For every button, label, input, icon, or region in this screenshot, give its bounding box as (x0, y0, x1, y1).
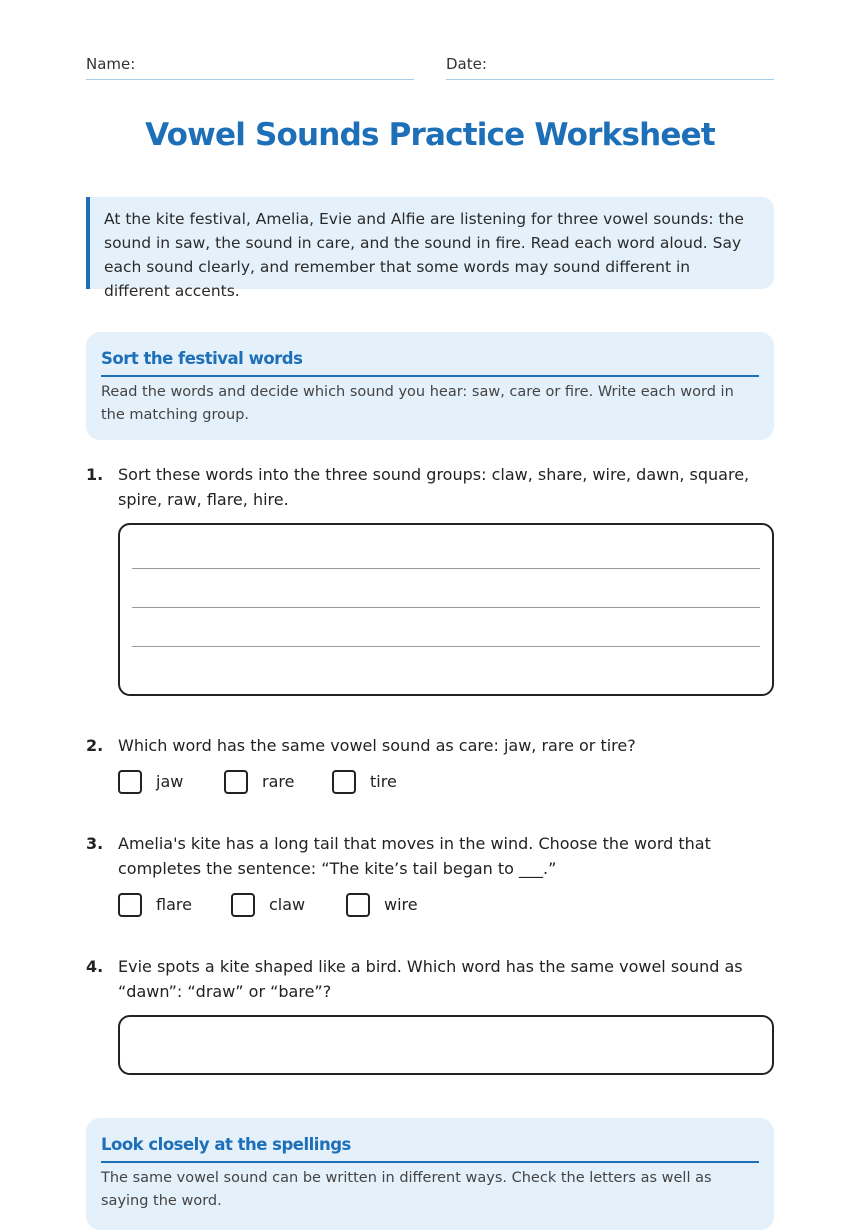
writing-line (132, 607, 760, 608)
section-spellings (86, 1118, 774, 1230)
writing-line (132, 646, 760, 647)
question-text: Amelia's kite has a long tail that moves in the wind. Choose the word that completes the sentence: “The kite’s tail began to ___.” (118, 834, 711, 878)
question-number: 4. (86, 957, 104, 976)
checkbox[interactable] (118, 770, 142, 794)
checkbox[interactable] (118, 893, 142, 917)
checkbox[interactable] (332, 770, 356, 794)
section-sort-words (86, 332, 774, 440)
options-q2 (118, 770, 518, 800)
option-label: wire (384, 895, 418, 914)
checkbox[interactable] (224, 770, 248, 794)
question-number: 2. (86, 736, 104, 755)
intro-box: At the kite festival, Amelia, Evie and Alfie are listening for three vowel sounds: the sound in saw, the sound in care, and the sound in fire. Read each word aloud. Say each sound clearly, and remember that some words may sound different in different accents. (86, 197, 774, 289)
section-text: Read the words and decide which sound you hear: saw, care or fire. Write each word in the matching group. (101, 384, 734, 423)
option-label: tire (370, 772, 397, 791)
date-field[interactable] (446, 54, 774, 80)
section-title: Look closely at the spellings (101, 1132, 759, 1163)
answer-box-1[interactable] (118, 523, 774, 696)
name-label: Name: (86, 55, 136, 73)
option-label: rare (262, 772, 295, 791)
option-label: flare (156, 895, 192, 914)
question-text: Evie spots a kite shaped like a bird. Which word has the same vowel sound as “dawn”: “draw” or “bare”? (118, 957, 743, 1001)
writing-line (132, 568, 760, 569)
section-title: Sort the festival words (101, 346, 759, 377)
question-text: Which word has the same vowel sound as care: jaw, rare or tire? (118, 736, 636, 755)
date-label: Date: (446, 55, 487, 73)
checkbox[interactable] (231, 893, 255, 917)
page-title: Vowel Sounds Practice Worksheet (145, 117, 715, 153)
answer-box-4[interactable] (118, 1015, 774, 1075)
checkbox[interactable] (346, 893, 370, 917)
question-text: Sort these words into the three sound groups: claw, share, wire, dawn, square, spire, raw, flare, hire. (118, 465, 750, 509)
header-fields (86, 54, 774, 80)
option-label: jaw (156, 772, 184, 791)
options-q3 (118, 893, 518, 923)
option-label: claw (269, 895, 306, 914)
section-text: The same vowel sound can be written in different ways. Check the letters as well as saying the word. (101, 1170, 712, 1209)
question-number: 3. (86, 834, 104, 853)
question-number: 1. (86, 465, 104, 484)
name-field[interactable] (86, 54, 414, 80)
